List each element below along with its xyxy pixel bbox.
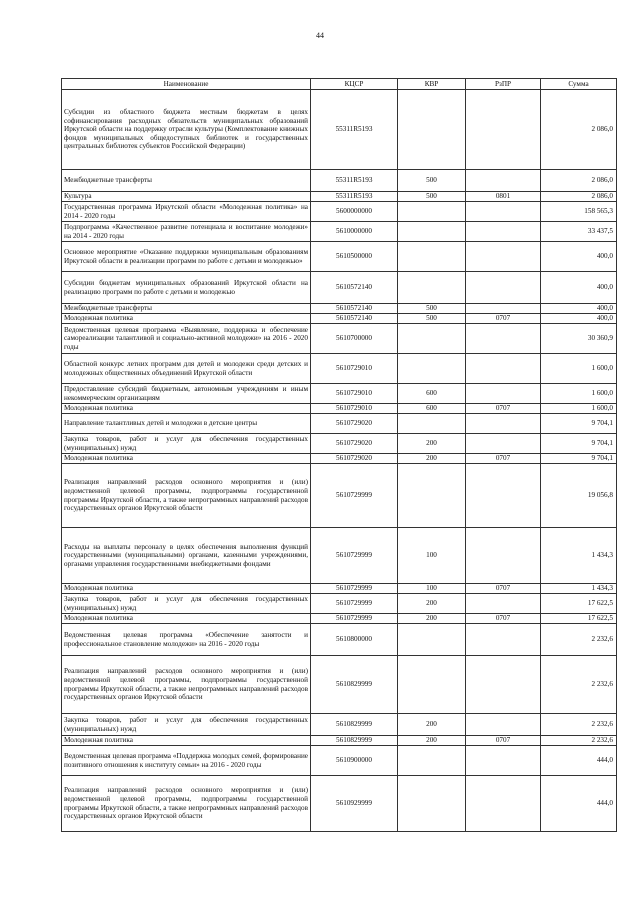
table-row xyxy=(62,272,617,304)
cell-rzpr xyxy=(466,304,541,314)
cell-kcsr: 55311R5193 xyxy=(311,90,398,170)
cell-name: Молодежная политика xyxy=(62,584,311,594)
cell-kcsr: 5610729020 xyxy=(311,454,398,464)
cell-name: Государственная программа Иркутской области «Молодежная политика» на 2014 - 2020 годы xyxy=(62,202,311,222)
table-row xyxy=(62,170,617,192)
cell-sum: 1 434,3 xyxy=(541,584,617,594)
cell-kvr xyxy=(398,464,466,528)
cell-name: Реализация направлений расходов основного мероприятия и (или) ведомственной целевой программы, подпрограммы государственной программы Иркутской области, а также непрограммных направлений расходов государственных органов Иркутской области xyxy=(62,656,311,714)
cell-sum: 33 437,5 xyxy=(541,222,617,242)
cell-kvr xyxy=(398,746,466,776)
cell-sum: 17 622,5 xyxy=(541,614,617,624)
cell-sum: 2 232,6 xyxy=(541,624,617,656)
cell-kvr: 100 xyxy=(398,528,466,584)
cell-kvr: 500 xyxy=(398,304,466,314)
cell-rzpr xyxy=(466,528,541,584)
cell-kvr: 500 xyxy=(398,314,466,324)
table-row xyxy=(62,414,617,434)
cell-kcsr: 5610729999 xyxy=(311,528,398,584)
cell-kcsr: 5610729999 xyxy=(311,584,398,594)
cell-kvr: 100 xyxy=(398,584,466,594)
cell-rzpr xyxy=(466,384,541,404)
cell-kvr xyxy=(398,656,466,714)
cell-kvr xyxy=(398,90,466,170)
cell-sum: 2 086,0 xyxy=(541,170,617,192)
cell-sum: 1 600,0 xyxy=(541,384,617,404)
cell-name: Субсидии бюджетам муниципальных образований Иркутской области на реализацию программ по работе с детьми и молодежью xyxy=(62,272,311,304)
table-row xyxy=(62,624,617,656)
table-row xyxy=(62,434,617,454)
cell-kcsr: 5610572140 xyxy=(311,314,398,324)
cell-name: Молодежная политика xyxy=(62,404,311,414)
table-row xyxy=(62,304,617,314)
table-row xyxy=(62,528,617,584)
cell-sum: 30 360,9 xyxy=(541,324,617,354)
cell-kcsr: 5610729020 xyxy=(311,434,398,454)
table-row xyxy=(62,192,617,202)
cell-kvr xyxy=(398,324,466,354)
cell-kvr: 500 xyxy=(398,192,466,202)
cell-name: Субсидии из областного бюджета местным бюджетам в целях софинансирования расходных обязательств муниципальных образований Иркутской области на поддержку отрасли культуры (Комплектование книжных фондов муниципальных общедоступных библиотек и государственных центральных библиотек субъектов Российской Федерации) xyxy=(62,90,311,170)
table-row xyxy=(62,656,617,714)
cell-rzpr xyxy=(466,354,541,384)
cell-rzpr: 0707 xyxy=(466,454,541,464)
cell-kvr: 600 xyxy=(398,404,466,414)
table-row xyxy=(62,454,617,464)
table-row xyxy=(62,404,617,414)
table-row xyxy=(62,90,617,170)
cell-sum: 9 704,1 xyxy=(541,454,617,464)
table-row xyxy=(62,222,617,242)
cell-rzpr xyxy=(466,434,541,454)
cell-sum: 400,0 xyxy=(541,272,617,304)
cell-rzpr xyxy=(466,776,541,832)
cell-rzpr xyxy=(466,170,541,192)
header-rzpr: РзПР xyxy=(466,79,541,90)
cell-kvr: 200 xyxy=(398,454,466,464)
cell-name: Предоставление субсидий бюджетным, автономным учреждениям и иным некоммерческим организациям xyxy=(62,384,311,404)
cell-rzpr xyxy=(466,624,541,656)
cell-name: Культура xyxy=(62,192,311,202)
cell-rzpr xyxy=(466,656,541,714)
cell-sum: 2 232,6 xyxy=(541,714,617,736)
cell-sum: 1 600,0 xyxy=(541,354,617,384)
cell-name: Закупка товаров, работ и услуг для обеспечения государственных (муниципальных) нужд xyxy=(62,434,311,454)
cell-kvr xyxy=(398,624,466,656)
cell-kvr: 200 xyxy=(398,434,466,454)
cell-kvr xyxy=(398,242,466,272)
cell-sum: 158 565,3 xyxy=(541,202,617,222)
cell-kcsr: 5610829999 xyxy=(311,714,398,736)
cell-name: Основное мероприятие «Оказание поддержки муниципальным образованиям Иркутской области в реализации программ по работе с детьми и молодежью» xyxy=(62,242,311,272)
cell-name: Закупка товаров, работ и услуг для обеспечения государственных (муниципальных) нужд xyxy=(62,714,311,736)
cell-rzpr xyxy=(466,202,541,222)
cell-kvr: 600 xyxy=(398,384,466,404)
cell-kcsr: 5610700000 xyxy=(311,324,398,354)
cell-name: Расходы на выплаты персоналу в целях обеспечения выполнения функций государственными (муниципальными) органами, казенными учреждениями, органами управления государственными внебюджетными фондами xyxy=(62,528,311,584)
cell-sum: 444,0 xyxy=(541,776,617,832)
cell-rzpr: 0707 xyxy=(466,614,541,624)
cell-kcsr: 5610729020 xyxy=(311,414,398,434)
cell-kvr xyxy=(398,354,466,384)
cell-sum: 2 086,0 xyxy=(541,192,617,202)
cell-kcsr: 5610829999 xyxy=(311,736,398,746)
cell-kvr: 200 xyxy=(398,736,466,746)
table-row xyxy=(62,242,617,272)
cell-sum: 2 232,6 xyxy=(541,736,617,746)
cell-name: Молодежная политика xyxy=(62,314,311,324)
table-row xyxy=(62,584,617,594)
cell-kcsr: 5610000000 xyxy=(311,222,398,242)
cell-kvr xyxy=(398,414,466,434)
cell-kcsr: 5610729010 xyxy=(311,384,398,404)
cell-name: Областной конкурс летних программ для детей и молодежи среди детских и молодежных общественных объединений Иркутской области xyxy=(62,354,311,384)
table-row xyxy=(62,354,617,384)
cell-kcsr: 5610729999 xyxy=(311,464,398,528)
table-row xyxy=(62,464,617,528)
cell-kcsr: 55311R5193 xyxy=(311,192,398,202)
cell-kcsr: 5610729010 xyxy=(311,404,398,414)
cell-kcsr: 5610729010 xyxy=(311,354,398,384)
cell-kvr xyxy=(398,202,466,222)
cell-rzpr xyxy=(466,746,541,776)
cell-sum: 2 232,6 xyxy=(541,656,617,714)
table-row xyxy=(62,314,617,324)
cell-sum: 9 704,1 xyxy=(541,434,617,454)
cell-rzpr xyxy=(466,242,541,272)
cell-rzpr: 0707 xyxy=(466,584,541,594)
cell-rzpr: 0707 xyxy=(466,736,541,746)
cell-name: Ведомственная целевая программа «Обеспечение занятости и профессиональное становление молодежи» на 2016 - 2020 годы xyxy=(62,624,311,656)
budget-table xyxy=(61,78,617,832)
table-row xyxy=(62,202,617,222)
cell-kvr: 200 xyxy=(398,714,466,736)
cell-rzpr xyxy=(466,594,541,614)
cell-rzpr: 0707 xyxy=(466,404,541,414)
cell-kcsr: 5610829999 xyxy=(311,656,398,714)
cell-kcsr: 5610572140 xyxy=(311,304,398,314)
cell-name: Ведомственная целевая программа «Выявление, поддержка и обеспечение самореализации талантливой и социально-активной молодежи» на 2016 - 2020 годы xyxy=(62,324,311,354)
cell-kvr: 200 xyxy=(398,614,466,624)
cell-sum: 400,0 xyxy=(541,314,617,324)
table-row xyxy=(62,384,617,404)
header-kvr: КВР xyxy=(398,79,466,90)
cell-kcsr: 5610800000 xyxy=(311,624,398,656)
cell-name: Молодежная политика xyxy=(62,736,311,746)
table-row xyxy=(62,324,617,354)
cell-name: Реализация направлений расходов основного мероприятия и (или) ведомственной целевой программы, подпрограммы государственной программы Иркутской области, а также непрограммных направлений расходов государственных органов Иркутской области xyxy=(62,464,311,528)
cell-name: Подпрограмма «Качественное развитие потенциала и воспитание молодежи» на 2014 - 2020 годы xyxy=(62,222,311,242)
cell-rzpr: 0801 xyxy=(466,192,541,202)
header-kcsr: КЦСР xyxy=(311,79,398,90)
header-name: Наименование xyxy=(62,79,311,90)
cell-kvr: 500 xyxy=(398,170,466,192)
cell-kcsr: 5600000000 xyxy=(311,202,398,222)
table-row xyxy=(62,594,617,614)
cell-rzpr xyxy=(466,414,541,434)
table-header-row xyxy=(62,79,617,90)
cell-rzpr xyxy=(466,464,541,528)
cell-kvr xyxy=(398,222,466,242)
cell-sum: 2 086,0 xyxy=(541,90,617,170)
cell-name: Межбюджетные трансферты xyxy=(62,304,311,314)
page-number: 44 xyxy=(316,31,324,40)
cell-sum: 9 704,1 xyxy=(541,414,617,434)
cell-sum: 400,0 xyxy=(541,242,617,272)
cell-sum: 444,0 xyxy=(541,746,617,776)
table-row xyxy=(62,776,617,832)
table-row xyxy=(62,736,617,746)
cell-sum: 400,0 xyxy=(541,304,617,314)
cell-rzpr xyxy=(466,222,541,242)
table-row xyxy=(62,614,617,624)
cell-sum: 17 622,5 xyxy=(541,594,617,614)
cell-name: Молодежная политика xyxy=(62,614,311,624)
cell-sum: 1 434,3 xyxy=(541,528,617,584)
table-row xyxy=(62,714,617,736)
cell-kcsr: 5610572140 xyxy=(311,272,398,304)
cell-kcsr: 5610729999 xyxy=(311,614,398,624)
cell-rzpr xyxy=(466,90,541,170)
cell-name: Молодежная политика xyxy=(62,454,311,464)
cell-kcsr: 5610929999 xyxy=(311,776,398,832)
cell-name: Закупка товаров, работ и услуг для обеспечения государственных (муниципальных) нужд xyxy=(62,594,311,614)
cell-kcsr: 5610729999 xyxy=(311,594,398,614)
cell-name: Ведомственная целевая программа «Поддержка молодых семей, формирование позитивного отношения к институту семьи» на 2016 - 2020 годы xyxy=(62,746,311,776)
cell-sum: 1 600,0 xyxy=(541,404,617,414)
cell-rzpr xyxy=(466,272,541,304)
cell-name: Межбюджетные трансферты xyxy=(62,170,311,192)
cell-kvr xyxy=(398,776,466,832)
cell-kcsr: 5610500000 xyxy=(311,242,398,272)
cell-rzpr xyxy=(466,324,541,354)
cell-kcsr: 5610900000 xyxy=(311,746,398,776)
header-sum: Сумма xyxy=(541,79,617,90)
cell-kvr: 200 xyxy=(398,594,466,614)
cell-name: Реализация направлений расходов основного мероприятия и (или) ведомственной целевой программы, подпрограммы государственной программы Иркутской области, а также непрограммных направлений расходов государственных органов Иркутской области xyxy=(62,776,311,832)
table-row xyxy=(62,746,617,776)
cell-sum: 19 056,8 xyxy=(541,464,617,528)
cell-rzpr: 0707 xyxy=(466,314,541,324)
cell-name: Направление талантливых детей и молодежи в детские центры xyxy=(62,414,311,434)
cell-kvr xyxy=(398,272,466,304)
cell-rzpr xyxy=(466,714,541,736)
cell-kcsr: 55311R5193 xyxy=(311,170,398,192)
